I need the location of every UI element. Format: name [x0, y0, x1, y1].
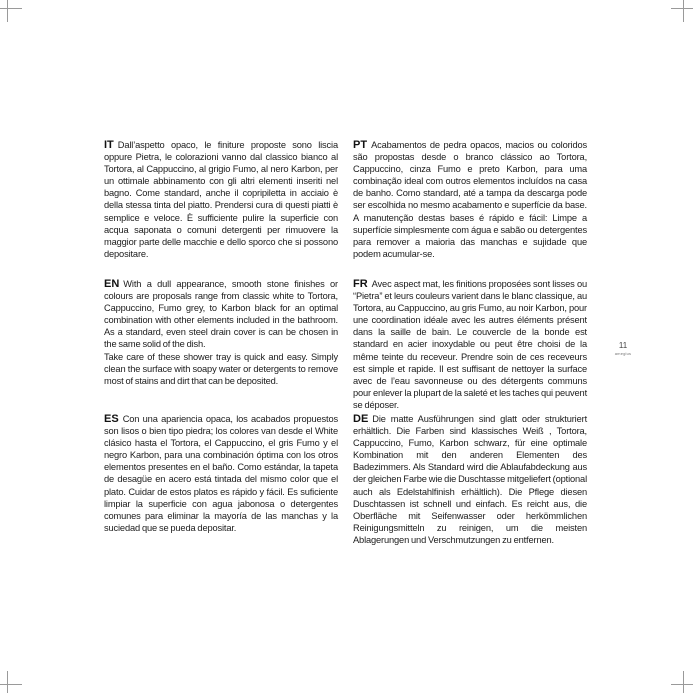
paragraph-en [104, 278, 338, 351]
section-de [353, 413, 587, 546]
section-fr [353, 278, 587, 411]
crop-mark-left-top-horizontal [0, 8, 22, 9]
section-it [104, 139, 338, 260]
paragraph-it [104, 139, 338, 260]
section-en [104, 278, 338, 387]
text-en: With a dull appearance, smooth stone finishes or colours are proposals range from classic white to Tortora, Cappuccino, Fumo grey, to Karbon black for an optimal combination with other elements included in the bathroom. As a standard, even steel drain cover is can be chosen in the same solid of the dish. [104, 279, 338, 350]
crop-mark-top-right [683, 0, 684, 22]
paragraph-es [104, 413, 338, 534]
crop-mark-left-bottom-horizontal [0, 684, 22, 685]
crop-mark-right-top-horizontal [671, 8, 693, 9]
paragraph-en-care: Take care of these shower tray is quick and easy. Simply clean the surface with soapy water or detergents to remove most of stains and dirt that can be deposited. [104, 351, 338, 386]
language-code-es: ES [104, 413, 119, 425]
language-code-en: EN [104, 278, 120, 290]
crop-mark-bottom-right [683, 671, 684, 693]
section-es [104, 413, 338, 534]
paragraph-fr [353, 278, 587, 411]
paragraph-de [353, 413, 587, 546]
page-folio [611, 341, 635, 356]
language-code-it: IT [104, 139, 114, 151]
paragraph-pt [353, 139, 587, 260]
text-pt: Acabamentos de pedra opacos, macios ou coloridos são propostas desde o branco clássico ao Tortora, Cappuccino, cinza Fumo e preto Karbon, para uma combinação ideal com outros elementos incluídos na casa de banho. Como standard, até a tampa da descarga pode ser escolhida no mesmo acabamento e superfície da base. A manutenção destas bases é rápido e fácil: Limpe a superfície simplesmente com água e sabão ou detergentes para remover a maioria das manchas e sujidade que podem acumular-se. [353, 140, 587, 259]
crop-mark-bottom-left [7, 671, 8, 693]
section-pt [353, 139, 587, 260]
crop-mark-top-left [7, 0, 8, 22]
language-code-pt: PT [353, 139, 368, 151]
text-it: Dall’aspetto opaco, le finiture proposte sono liscia oppure Pietra, le colorazioni vanno dal classico bianco al Tortora, al Cappuccino, al grigio Fumo, al nero Karbon, per un ottimale abbinamento con gli altri elementi inseriti nel bagno. Come standard, anche il copripiletta in acciaio è della stessa tinta del piatto. Prendersi cura di questi piatti è semplice e veloce. È sufficiente pulire la superficie con acqua saponata o comuni detergenti per rimuovere la maggior parte delle macchie e dello sporco che si possono depositare. [104, 140, 338, 259]
language-code-fr: FR [353, 278, 368, 290]
text-de: Die matte Ausführungen sind glatt oder strukturiert erhältlich. Die Farben sind klassisches Weiß , Tortora, Cappuccino, Fumo, Karbon schwarz, für eine optimale Kombination mit den anderen Elementen des Badezimmers. Als Standard wird die Ablaufabdeckung aus der gleichen Farbe wie die Duschtasse mitgeliefert (optional auch als Edelstahlfinish erhältlich). Die Pflege diesen Duschtassen ist schnell und einfach. Es reicht aus, die Oberfläche mit Seifenwasser oder herkömmlichen Reinigungsmitteln zu reinigen, um die meisten Ablagerungen und Verschmutzungen zu entfernen. [353, 414, 587, 545]
page-number: 11 [618, 341, 628, 350]
text-fr: Avec aspect mat, les finitions proposées sont lisses ou “Pietra” et leurs couleurs varient dans le blanc classique, au Tortora, au Cappuccino, au gris Fumo, au noir Karbon, pour une coordination idéale avec les autres éléments présent dans la saille de bain. Le couvercle de la bonde est standard en acier inoxydable ou peut être choisi de la même teinte du receveur. Prendre soin de ces receveurs est simple et rapide. Il est suffisant de nettoyer la surface avec de l’eau savonneuse ou des détergents communs pour enlever la plupart de la saleté et les taches qui peuvent se déposer. [353, 279, 587, 410]
language-code-de: DE [353, 413, 369, 425]
crop-mark-right-bottom-horizontal [671, 684, 693, 685]
text-es: Con una apariencia opaca, los acabados propuestos son lisos o bien tipo piedra; los colores van desde el White clásico hasta el Tortora, el Cappuccino, el gris Fumo y el negro Karbon, para una combinación óptima con los otros elementos presentes en el baño. Como estándar, la tapeta de desagüe en acero está tintada del mismo color que el plato. Cuidar de estos platos es rápido y fácil. Es suficiente limpiar la superficie con agua jabonosa o detergentes comunes para eliminar la mayoría de las manchas y la suciedad que se pueda depositar. [104, 414, 338, 533]
brand-mark: ameglus [614, 351, 632, 356]
